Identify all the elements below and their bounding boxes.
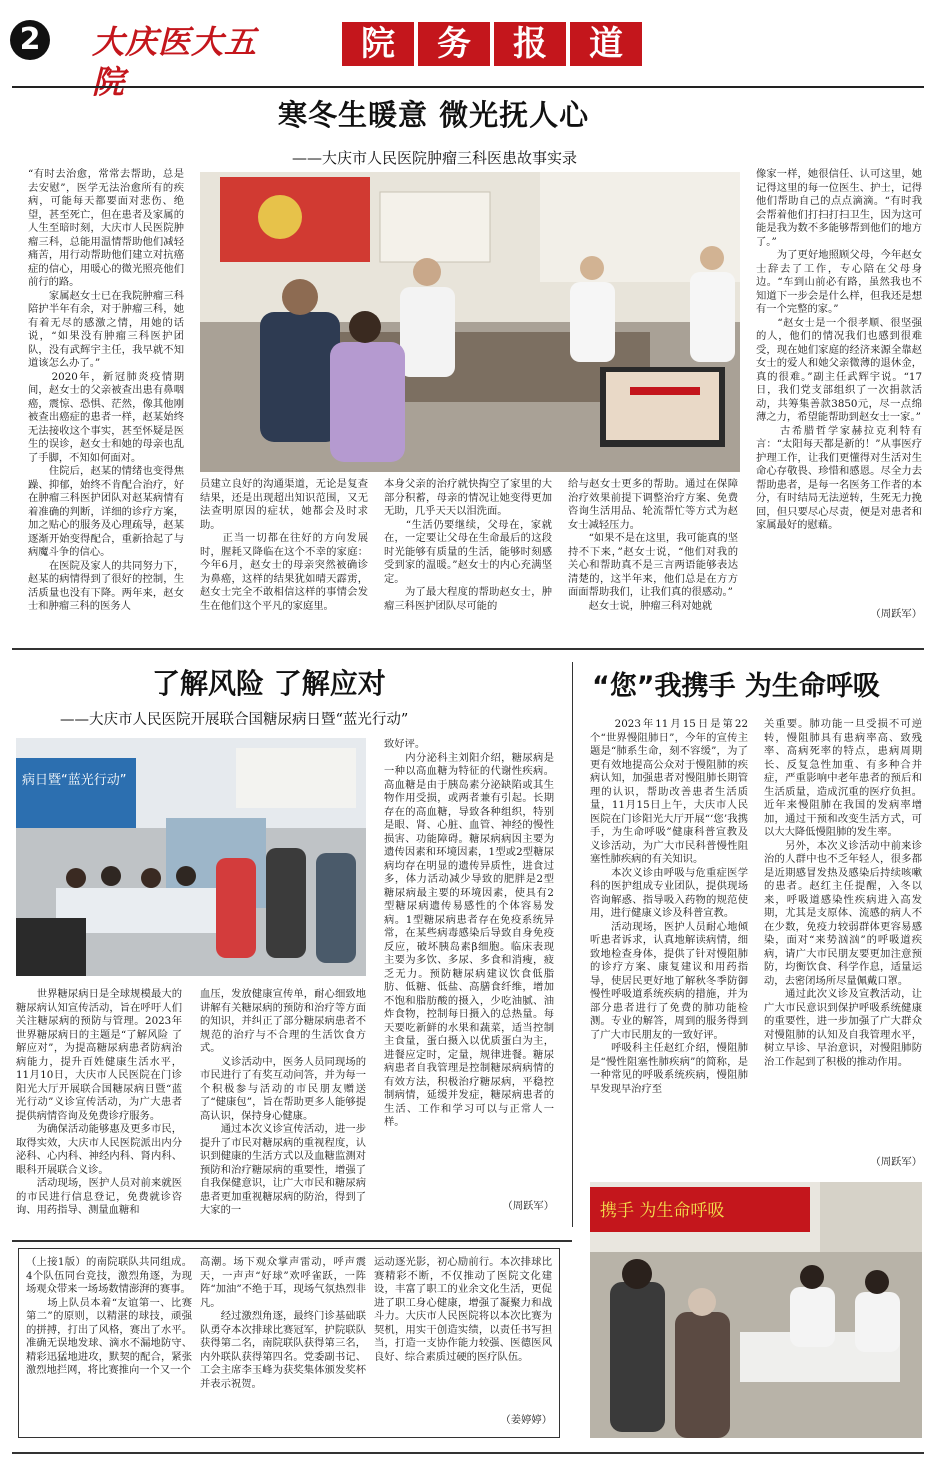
article1-subtitle: ——大庆市人民医院肿瘤三科医患故事实录 (292, 149, 578, 167)
article1-column-3: 本身父亲的治疗就快掏空了家里的大部分积蓄，母亲的情况让她变得更加无助，几乎天天以泪洗面。 “生活仍要继续，父母在，家就在，一定要让父母在生命最后的这段时光能够有质量的生活，能够时刻感受到家的温暖。”赵女士的内心充满坚定。 为了最大程度的帮助赵女士，肿瘤三科医护团队尽可能的 (384, 478, 552, 612)
article1-column-2: 员建立良好的沟通渠道，无论是复查结果，还是出现超出知识范围，又无法查明原因的症状，她都会及时求助。 正当一切都在往好的方向发展时，腥耗又降临在这个不幸的家庭：今年6月，赵女士的母亲突然被确诊为鼻癌，这样的结果犹如晴天霹雳，赵女士完全不敢相信这样的事情会发生在他们这个平凡的家庭里。 (200, 478, 368, 612)
article1-byline: （周跃军） (870, 608, 922, 620)
article4-column-2: 高潮。场下观众掌声雷动，呼声震天，一声声“好球”欢呼雀跃，一阵阵“加油”不绝于耳，现场气氛热烈非凡。 经过激烈角逐，最终门诊基础联队勇夺本次排球比赛冠军，护院联队获得第二名，南院联队获得第三名，内外联队获得第四名。党委副书记、工会主席李玉峰为获奖集体颁发奖杯并表示祝贺。 (200, 1256, 366, 1390)
article1-column-1: “有时去治愈，常常去帮助，总是去安慰”，医学无法治愈所有的疾病，可能每天都要面对悲伤、绝望，甚至死亡，但在患者及家属的人生至暗时刻，大庆市人民医院肿瘤三科，总能用温情帮助他们减轻痛苦，用行动帮助他们建立对抗癌症的信心，用暖心的微光照亮他们前行的路。 家属赵女士已在我院肿瘤三科陪护半年有余，对于肿瘤三科，她有着无尽的感激之情，用她的话说，“如果没有肿瘤三科医护团队，没有武辉宇主任，我早就不知道该怎么办了。” 2020年，新冠肺炎疫情期间，赵女士的父亲被查出患有鼻咽癌，震惊、恐惧、茫然，像其他刚被查出癌症的患者一样，赵某始终无法接收这个事实，甚至怀疑是医生的误诊，赵女士和她的母亲也乱了手脚，不知如何面对。 住院后，赵某的情绪也变得焦躁、抑郁，始终不肯配合治疗，好在肿瘤三科医护团队对赵某病情有着准确的判断，详细的诊疗方案，加之贴心的服务及心理疏导，赵某逐渐开始变得配合，重新拾起了与病魔斗争的信心。 在医院及家人的共同努力下，赵某的病情得到了很好的控制，生活质量也没有下降。两年来，赵女士和肿瘤三科的医务人 (28, 168, 184, 612)
article3-photo (590, 1182, 922, 1438)
clinic-hall-photo (16, 738, 366, 976)
article4-column-1: （上接1版）的南院联队共同组成。4个队伍同台竞技，激烈角逐，为现场观众带来一场场数情澎湃的赛事。 场上队员本着“友谊第一、比赛第二”的原则，以精湛的球技，顽强的拼搏，打出了风格，赛出了水平。准确无误地发球、滴水不漏地防守、精彩迅猛地进攻，默契的配合，紧张激烈地拦网，将比赛推向一个又一个 (26, 1256, 192, 1376)
article3-column-1: 2023年11月15日是第22个“世界慢阻肺日”，今年的宣传主题是“肺系生命，刻不容缓”，为了更有效地提高公众对于慢阻肺的疾病认知，加强患者对慢阻肺长期管理的认识，帮助改善患者生活质量，11月15日上午，大庆市人民医院在门诊阳光大厅开展“‘您’我携手，为生命呼吸”健康科普宣教及义诊活动，为广大市民科普慢性阻塞性肺疾病的有关知识。 本次义诊由呼吸与危重症医学科的医护组成专业团队，提供现场咨询解惑、指导吸入药物的规范使用，进行健康义诊及科普宣教。 活动现场，医护人员耐心地倾听患者诉求，认真地解读病情，细致地检查身体，提供了针对慢阻肺的诊疗方案、康复建议和用药指导，使居民更好地了解秋冬季防御慢性呼吸道系统疾病的措施，并为部分患者进行了免费的肺功能检测。专业的解答，周到的服务得到了广大市民朋友的一致好评。 呼吸科主任赵红介绍，慢阻肺是“慢性阻塞性肺疾病”的简称，是一种常见的呼吸系统疾病，慢阻肺早发现早治疗至 (590, 718, 748, 1095)
article2-subtitle: ——大庆市人民医院开展联合国糖尿病日暨“蓝光行动” (60, 712, 409, 728)
article2-byline: （周跃军） (502, 1200, 554, 1212)
article1-column-5: 像家一样，她很信任、认可这里，她记得这里的每一位医生、护士，记得他们帮助自己的点点滴滴。“有时我会帮着他们打扫打扫卫生，因为这可能是我为数不多能够帮到他们的地方了。” 为了更好地照顾父母，今年赵女士辞去了工作，专心陪在父母身边。“车到山前必有路，虽然我也不知道下一步会是什么样，但我还是想有一个完整的家。” “赵女士是一个很孝顺、很坚强的人，他们的情况我们也感到很难受，现在她们家庭的经济来源全靠赵女士的爱人和她父亲微薄的退休金，真的很难。”副主任武辉宇说。“17日，我们党支部组织了一次捐款活动，共筹集善款3850元，尽一点绵薄之力，希望能帮助到赵女士一家。” 古希腊哲学家赫拉克利特有言：“太阳每天都是新的！”从事医疗护理工作，让我们更懂得对生活对生命心存敬畏、珍惜和感恩。尽全力去帮助患者，是每一名医务工作者的本分，有时结局无法逆转，生死无力挽回，但只要尽心尽责，便是对患者和家属最好的慰藉。 (756, 168, 922, 531)
article2-column-1: 世界糖尿病日是全球规模最大的糖尿病认知宣传活动，旨在呼吁人们关注糖尿病的预防与管理。2023年世界糖尿病日的主题是“了解风险 了解应对”，为提高糖尿病患者防病治病能力，提升百姓健康生活水平，11月10日，大庆市人民医院在门诊阳光大厅开展联合国糖尿病日暨“蓝光行动”义诊宣传活动，为广大患者提供病情咨询及免费诊疗服务。 为确保活动能够惠及更多市民，取得实效，大庆市人民医院派出内分泌科、心内科、神经内科、肾内科、眼科开展联合义诊。 活动现场，医护人员对前来就医的市民进行信息登记，免费就诊咨询、用药指导、测量血糖和 (16, 988, 182, 1216)
newspaper-logo: 大庆医大五院 (92, 23, 258, 101)
section-char: 院 (342, 22, 414, 66)
article3-byline: （周跃军） (870, 1156, 922, 1168)
article1-photo (200, 172, 740, 472)
article1-column-4: 给与赵女士更多的帮助。通过在保障治疗效果前提下调整治疗方案、免费咨询生活用品、轮流帮忙等方式为赵女士减轻压力。 “如果不是在这里，我可能真的坚持不下来，”赵女士说，“他们对我的关心和帮助真不是三言两语能够表达清楚的，这半年来，他们总是在方方面面帮助我们，让我们真的很感动。” 赵女士说，肿瘤三科对她就 (568, 478, 738, 612)
section-char: 务 (418, 22, 490, 66)
section-divider (12, 648, 924, 650)
section-divider (12, 1240, 572, 1242)
section-banner (342, 22, 642, 66)
respiratory-clinic-photo (590, 1182, 922, 1438)
article4-byline: （姜婷婷） (500, 1414, 552, 1426)
photo-banner-text: 病日暨“蓝光行动” (22, 773, 127, 788)
photo-banner-text: 携手 为生命呼吸 (600, 1201, 725, 1221)
article2-photo (16, 738, 366, 976)
consultation-room-photo (200, 172, 740, 472)
article1-title: 寒冬生暖意 微光抚人心 (278, 98, 590, 132)
article2-column-3: 致好评。 内分泌科主刘阳介绍，糖尿病是一种以高血糖为特征的代谢性疾病。高血糖是由于胰岛素分泌缺陷或其生物作用受损，或两者兼有引起。长期存在的高血糖，导致各种组织，特别是眼、肾、心脏、血管、神经的慢性损害、功能障碍。糖尿病病因主要为遗传因素和环境因素，1型或2型糖尿病均存在明显的遗传异质性，进食过多，体力活动减少导致的肥胖是2型糖尿病最主要的环境因素，使具有2型糖尿病遗传易感性的个体容易发病。1型糖尿病患者存在免疫系统异常，在某些病毒感染后导致自身免疫反应，破坏胰岛素β细胞。临床表现主要为多饮、多尿、多食和消瘦，疲乏无力。预防糖尿病建议饮食低脂肪、低糖、低盐、高膳食纤维，增加不饱和脂肪酸的摄入，少吃油腻、油炸食物，控制每日摄入的总热量。每天要吃新鲜的水果和蔬菜，适当控制主食量，蛋白摄入以优质蛋白为主，进餐应定时，定量，规律进餐。糖尿病患者自我管理是控制糖尿病病情的有效方法，积极治疗糖尿病，平稳控制病情，延缓并发症，糖尿病患者的生活、工作和学习可以与正常人一样。 (384, 738, 554, 1128)
article4-column-3: 运动逐光影，初心励前行。本次排球比赛精彩不断，不仅推动了医院文化建设，丰富了职工的业余文化生活，更促进了职工身心健康，增强了凝聚力和战斗力。大庆市人民医院将以本次比赛为契机，用实干创造实绩，以责任书写担当，打造一支协作能力较强、医德医风良好、综合素质过硬的医疗队伍。 (374, 1256, 552, 1363)
page-number: 2 (10, 20, 50, 60)
article2-title: 了解风险 了解应对 (152, 667, 386, 700)
section-char: 道 (570, 22, 642, 66)
article2-column-2: 血压，发放健康宣传单，耐心细致地讲解有关糖尿病的预防和治疗等方面的知识，并纠正了部分糖尿病患者不规范的治疗与不合理的生活饮食方式。 义诊活动中，医务人员同现场的市民进行了有奖互动问答，并为每一个积极参与活动的市民朋友赠送了“健康包”，旨在帮助更多人能够提高认识，保持身心健康。 通过本次义诊宣传活动，进一步提升了市民对糖尿病的重视程度，认识到健康的生活方式以及血糖监测对预防和治疗糖尿病的重要性，增强了自我保健意识，让广大市民和糖尿病患者更加重视糖尿病的防治，得到了大家的一 (200, 988, 366, 1216)
page-bottom-rule (12, 1452, 924, 1454)
section-char: 报 (494, 22, 566, 66)
article3-title: “您”我携手 为生命呼吸 (592, 671, 880, 702)
column-divider (572, 662, 573, 1227)
masthead-rule (12, 86, 924, 88)
article3-column-2: 关重要。肺功能一旦受损不可逆转，慢阻肺具有患病率高、致残率、高病死率的特点，患病周期长、反复急性加重、有多种合并症，严重影响中老年患者的预后和生活质量，造成沉重的医疗负担。近年来慢阻肺在我国的发病率增加，通过干预和改变生活方式，可以大大降低慢阻肺的发生率。 另外，本次义诊活动中前来诊治的人群中也不乏年轻人，很多都是近期感冒发热及感染后持续咳嗽的患者。赵红主任提醒，入冬以来，呼吸道感染性疾病进入高发期，尤其是支原体、流感的病人不在少数，免疫力较弱群体更容易感染，面对“来势汹汹”的呼吸道疾病，请广大市民朋友要更加注意预防，均衡饮食、科学作息，适量运动，去密闭场所尽量佩戴口罩。 通过此次义诊及宣教活动，让广大市民意识到保护呼吸系统健康的重要性，进一步加强了广大群众对慢阻肺的认知及自我管理水平，树立早诊、早治意识，对慢阻肺防治工作起到了积极的推动作用。 (764, 718, 922, 1068)
